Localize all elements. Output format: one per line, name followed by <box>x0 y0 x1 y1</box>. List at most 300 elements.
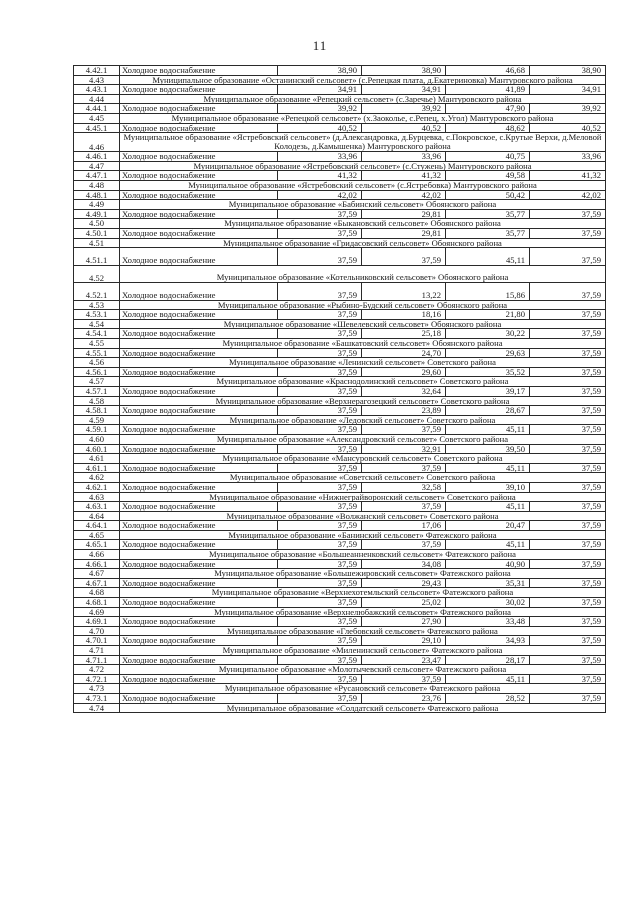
tariff-value: 37,59 <box>278 444 362 454</box>
municipality-row <box>74 133 606 152</box>
tariff-value: 39,92 <box>362 104 446 114</box>
tariff-value: 35,31 <box>446 578 530 588</box>
tariff-value: 35,77 <box>446 209 530 219</box>
municipality-row <box>74 511 606 521</box>
municipality-name: Муниципальное образование «Банинский сельсовет» Фатежского района <box>120 530 606 540</box>
tariff-value: 32,64 <box>362 386 446 396</box>
tariff-value: 37,59 <box>362 502 446 512</box>
tariff-value: 38,90 <box>530 66 606 76</box>
water-supply-row <box>74 310 606 320</box>
row-number: 4.51 <box>74 238 120 248</box>
water-supply-row <box>74 598 606 608</box>
municipality-row <box>74 180 606 190</box>
row-number: 4.57.1 <box>74 386 120 396</box>
water-supply-row <box>74 85 606 95</box>
row-number: 4.49 <box>74 200 120 210</box>
municipality-name: Муниципальное образование «Большежировский сельсовет» Фатежского района <box>120 569 606 579</box>
service-label: Холодное водоснабжение <box>120 578 278 588</box>
service-label: Холодное водоснабжение <box>120 209 278 219</box>
service-label: Холодное водоснабжение <box>120 540 278 550</box>
tariff-value: 28,17 <box>446 655 530 665</box>
municipality-row <box>74 665 606 675</box>
tariff-value: 37,59 <box>530 693 606 703</box>
row-number: 4.55 <box>74 339 120 349</box>
row-number: 4.46 <box>74 133 120 152</box>
row-number: 4.64 <box>74 511 120 521</box>
tariff-value: 37,59 <box>278 674 362 684</box>
tariff-value: 37,59 <box>278 367 362 377</box>
tariff-value: 40,90 <box>446 559 530 569</box>
municipality-name: Муниципальное образование «Шевелевский сельсовет» Обоянского района <box>120 319 606 329</box>
row-number: 4.62.1 <box>74 482 120 492</box>
row-number: 4.49.1 <box>74 209 120 219</box>
service-label: Холодное водоснабжение <box>120 521 278 531</box>
municipality-row <box>74 200 606 210</box>
row-number: 4.48.1 <box>74 190 120 200</box>
tariff-value: 37,59 <box>530 367 606 377</box>
municipality-row <box>74 161 606 171</box>
water-supply-row <box>74 674 606 684</box>
service-label: Холодное водоснабжение <box>120 655 278 665</box>
tariff-value: 37,59 <box>530 348 606 358</box>
tariff-value: 28,52 <box>446 693 530 703</box>
row-number: 4.55.1 <box>74 348 120 358</box>
tariff-value: 37,59 <box>278 540 362 550</box>
municipality-name: Муниципальное образование «Рыбино-Будский сельсовет» Обоянского района <box>120 300 606 310</box>
municipality-name: Муниципальное образование «Волжанский сельсовет» Советского района <box>120 511 606 521</box>
water-supply-row <box>74 248 606 266</box>
municipality-row <box>74 569 606 579</box>
tariff-value: 39,17 <box>446 386 530 396</box>
municipality-row <box>74 588 606 598</box>
row-number: 4.50 <box>74 219 120 229</box>
tariff-value: 37,59 <box>278 598 362 608</box>
tariff-value: 37,59 <box>278 310 362 320</box>
municipality-name: Муниципальное образование «Гридасовский сельсовет» Обоянского района <box>120 238 606 248</box>
tariff-value: 41,89 <box>446 85 530 95</box>
row-number: 4.43 <box>74 75 120 85</box>
tariff-value: 37,59 <box>362 540 446 550</box>
tariff-value: 37,59 <box>278 636 362 646</box>
tariff-value: 34,91 <box>530 85 606 95</box>
row-number: 4.72.1 <box>74 674 120 684</box>
tariff-value: 37,59 <box>530 209 606 219</box>
tariff-value: 23,89 <box>362 406 446 416</box>
row-number: 4.73 <box>74 684 120 694</box>
tariff-value: 25,18 <box>362 329 446 339</box>
water-supply-row <box>74 693 606 703</box>
tariff-value: 39,10 <box>446 482 530 492</box>
service-label: Холодное водоснабжение <box>120 123 278 133</box>
tariff-value: 37,59 <box>530 329 606 339</box>
municipality-row <box>74 607 606 617</box>
tariff-value: 37,59 <box>362 248 446 266</box>
tariff-value: 21,80 <box>446 310 530 320</box>
tariff-value: 37,59 <box>530 540 606 550</box>
municipality-row <box>74 265 606 283</box>
water-supply-row <box>74 463 606 473</box>
tariff-value: 37,59 <box>530 521 606 531</box>
tariff-table <box>73 65 606 713</box>
row-number: 4.58.1 <box>74 406 120 416</box>
row-number: 4.68 <box>74 588 120 598</box>
row-number: 4.66 <box>74 550 120 560</box>
row-number: 4.44.1 <box>74 104 120 114</box>
row-number: 4.70.1 <box>74 636 120 646</box>
tariff-value: 24,70 <box>362 348 446 358</box>
row-number: 4.56.1 <box>74 367 120 377</box>
row-number: 4.52 <box>74 265 120 283</box>
tariff-value: 37,59 <box>530 425 606 435</box>
row-number: 4.66.1 <box>74 559 120 569</box>
tariff-value: 37,59 <box>530 228 606 238</box>
tariff-value: 29,43 <box>362 578 446 588</box>
tariff-value: 17,06 <box>362 521 446 531</box>
municipality-name: Муниципальное образование «Верхнелюбажский сельсовет» Фатежского района <box>120 607 606 617</box>
municipality-name: Муниципальное образование «Миленинский сельсовет» Фатежского района <box>120 646 606 656</box>
service-label: Холодное водоснабжение <box>120 559 278 569</box>
tariff-value: 23,47 <box>362 655 446 665</box>
tariff-value: 28,67 <box>446 406 530 416</box>
municipality-row <box>74 703 606 713</box>
tariff-value: 35,52 <box>446 367 530 377</box>
tariff-value: 37,59 <box>530 598 606 608</box>
tariff-value: 34,91 <box>278 85 362 95</box>
service-label: Холодное водоснабжение <box>120 348 278 358</box>
water-supply-row <box>74 348 606 358</box>
water-supply-row <box>74 406 606 416</box>
municipality-row <box>74 219 606 229</box>
water-supply-row <box>74 578 606 588</box>
row-number: 4.59.1 <box>74 425 120 435</box>
tariff-value: 41,32 <box>278 171 362 181</box>
tariff-value: 20,47 <box>446 521 530 531</box>
row-number: 4.67.1 <box>74 578 120 588</box>
water-supply-row <box>74 104 606 114</box>
service-label: Холодное водоснабжение <box>120 693 278 703</box>
row-number: 4.52.1 <box>74 283 120 301</box>
tariff-value: 34,91 <box>362 85 446 95</box>
water-supply-row <box>74 367 606 377</box>
municipality-row <box>74 339 606 349</box>
municipality-name: Муниципальное образование «Ленинский сельсовет» Советского района <box>120 358 606 368</box>
tariff-value: 32,58 <box>362 482 446 492</box>
tariff-value: 38,90 <box>362 66 446 76</box>
service-label: Холодное водоснабжение <box>120 502 278 512</box>
tariff-value: 37,59 <box>530 674 606 684</box>
tariff-value: 45,11 <box>446 502 530 512</box>
water-supply-row <box>74 521 606 531</box>
tariff-value: 45,11 <box>446 425 530 435</box>
row-number: 4.74 <box>74 703 120 713</box>
water-supply-row <box>74 209 606 219</box>
tariff-value: 34,93 <box>446 636 530 646</box>
municipality-name: Муниципальное образование «Мансуровский сельсовет» Советского района <box>120 454 606 464</box>
tariff-value: 37,59 <box>278 386 362 396</box>
row-number: 4.57 <box>74 377 120 387</box>
service-label: Холодное водоснабжение <box>120 152 278 162</box>
service-label: Холодное водоснабжение <box>120 617 278 627</box>
tariff-value: 29,81 <box>362 228 446 238</box>
municipality-name: Муниципальное образование «Ледовский сельсовет» Советского района <box>120 415 606 425</box>
tariff-value: 45,11 <box>446 463 530 473</box>
service-label: Холодное водоснабжение <box>120 228 278 238</box>
tariff-value: 37,59 <box>278 655 362 665</box>
service-label: Холодное водоснабжение <box>120 190 278 200</box>
water-supply-row <box>74 228 606 238</box>
service-label: Холодное водоснабжение <box>120 636 278 646</box>
row-number: 4.63.1 <box>74 502 120 512</box>
tariff-value: 33,96 <box>278 152 362 162</box>
row-number: 4.72 <box>74 665 120 675</box>
water-supply-row <box>74 540 606 550</box>
service-label: Холодное водоснабжение <box>120 66 278 76</box>
tariff-table-body <box>74 66 606 713</box>
municipality-name: Муниципальное образование «Нижнеграйворонский сельсовет» Советского района <box>120 492 606 502</box>
service-label: Холодное водоснабжение <box>120 425 278 435</box>
tariff-value: 37,59 <box>278 329 362 339</box>
tariff-value: 37,59 <box>530 248 606 266</box>
water-supply-row <box>74 190 606 200</box>
row-number: 4.53 <box>74 300 120 310</box>
row-number: 4.65.1 <box>74 540 120 550</box>
tariff-value: 37,59 <box>278 209 362 219</box>
tariff-value: 37,59 <box>278 406 362 416</box>
tariff-value: 40,52 <box>278 123 362 133</box>
municipality-row <box>74 684 606 694</box>
municipality-row <box>74 646 606 656</box>
tariff-value: 39,92 <box>278 104 362 114</box>
municipality-name: Муниципальное образование «Большеанненковский сельсовет» Фатежского района <box>120 550 606 560</box>
tariff-value: 25,02 <box>362 598 446 608</box>
tariff-value: 37,59 <box>278 693 362 703</box>
row-number: 4.58 <box>74 396 120 406</box>
municipality-name: Муниципальное образование «Ястребовский сельсовет» (д.Александровка, д.Бурцевка, с.Покровское, с.Крутые Верхи, д.Меловой Колодезь, д.Камышенка) Мантуровского района <box>120 133 606 152</box>
tariff-value: 37,59 <box>278 617 362 627</box>
service-label: Холодное водоснабжение <box>120 329 278 339</box>
water-supply-row <box>74 386 606 396</box>
water-supply-row <box>74 617 606 627</box>
row-number: 4.61 <box>74 454 120 464</box>
tariff-value: 33,96 <box>530 152 606 162</box>
municipality-name: Муниципальное образование «Краснодолинский сельсовет» Советского района <box>120 377 606 387</box>
tariff-value: 37,59 <box>530 482 606 492</box>
tariff-value: 37,59 <box>278 578 362 588</box>
municipality-row <box>74 319 606 329</box>
tariff-value: 47,90 <box>446 104 530 114</box>
tariff-value: 34,08 <box>362 559 446 569</box>
tariff-value: 37,59 <box>530 406 606 416</box>
water-supply-row <box>74 152 606 162</box>
row-number: 4.45.1 <box>74 123 120 133</box>
tariff-value: 37,59 <box>362 463 446 473</box>
tariff-value: 30,02 <box>446 598 530 608</box>
municipality-row <box>74 396 606 406</box>
tariff-value: 29,60 <box>362 367 446 377</box>
municipality-row <box>74 473 606 483</box>
tariff-value: 35,77 <box>446 228 530 238</box>
tariff-value: 37,59 <box>362 425 446 435</box>
municipality-name: Муниципальное образование «Ястребовский сельсовет» (с.Ястребовка) Мантуровского района <box>120 180 606 190</box>
municipality-name: Муниципальное образование «Ястребовский сельсовет» (с.Стужень) Мантуровского района <box>120 161 606 171</box>
row-number: 4.69.1 <box>74 617 120 627</box>
municipality-row <box>74 454 606 464</box>
tariff-value: 48,62 <box>446 123 530 133</box>
municipality-name: Муниципальное образование «Останинский сельсовет» (с.Репецкая плата, д.Екатериновка) Мантуровского района <box>120 75 606 85</box>
water-supply-row <box>74 425 606 435</box>
tariff-value: 18,16 <box>362 310 446 320</box>
service-label: Холодное водоснабжение <box>120 248 278 266</box>
water-supply-row <box>74 123 606 133</box>
municipality-name: Муниципальное образование «Глебовский сельсовет» Фатежского района <box>120 626 606 636</box>
tariff-value: 37,59 <box>530 283 606 301</box>
tariff-value: 29,81 <box>362 209 446 219</box>
tariff-value: 49,58 <box>446 171 530 181</box>
service-label: Холодное водоснабжение <box>120 283 278 301</box>
page-number: 11 <box>312 38 328 53</box>
row-number: 4.42.1 <box>74 66 120 76</box>
water-supply-row <box>74 329 606 339</box>
tariff-value: 37,59 <box>278 283 362 301</box>
tariff-value: 37,59 <box>278 248 362 266</box>
row-number: 4.65 <box>74 530 120 540</box>
municipality-name: Муниципальное образование «Русановский сельсовет» Фатежского района <box>120 684 606 694</box>
tariff-value: 37,59 <box>530 310 606 320</box>
tariff-value: 37,59 <box>278 559 362 569</box>
tariff-value: 37,59 <box>530 444 606 454</box>
municipality-row <box>74 550 606 560</box>
row-number: 4.56 <box>74 358 120 368</box>
tariff-value: 37,59 <box>530 578 606 588</box>
row-number: 4.53.1 <box>74 310 120 320</box>
tariff-value: 29,63 <box>446 348 530 358</box>
row-number: 4.48 <box>74 180 120 190</box>
municipality-row <box>74 238 606 248</box>
tariff-value: 13,22 <box>362 283 446 301</box>
row-number: 4.47 <box>74 161 120 171</box>
tariff-value: 30,22 <box>446 329 530 339</box>
row-number: 4.70 <box>74 626 120 636</box>
municipality-name: Муниципальное образование «Котельниковский сельсовет» Обоянского района <box>120 265 606 283</box>
municipality-row <box>74 415 606 425</box>
service-label: Холодное водоснабжение <box>120 171 278 181</box>
water-supply-row <box>74 444 606 454</box>
tariff-value: 29,10 <box>362 636 446 646</box>
tariff-value: 40,52 <box>362 123 446 133</box>
water-supply-row <box>74 559 606 569</box>
tariff-value: 33,96 <box>362 152 446 162</box>
municipality-row <box>74 434 606 444</box>
tariff-value: 23,76 <box>362 693 446 703</box>
row-number: 4.50.1 <box>74 228 120 238</box>
row-number: 4.67 <box>74 569 120 579</box>
row-number: 4.71.1 <box>74 655 120 665</box>
tariff-value: 45,11 <box>446 248 530 266</box>
water-supply-row <box>74 636 606 646</box>
tariff-value: 37,59 <box>278 228 362 238</box>
municipality-row <box>74 358 606 368</box>
tariff-value: 37,59 <box>530 559 606 569</box>
municipality-row <box>74 492 606 502</box>
municipality-name: Муниципальное образование «Советский сельсовет» Советского района <box>120 473 606 483</box>
water-supply-row <box>74 655 606 665</box>
service-label: Холодное водоснабжение <box>120 85 278 95</box>
service-label: Холодное водоснабжение <box>120 463 278 473</box>
water-supply-row <box>74 283 606 301</box>
service-label: Холодное водоснабжение <box>120 482 278 492</box>
row-number: 4.62 <box>74 473 120 483</box>
tariff-value: 45,11 <box>446 540 530 550</box>
water-supply-row <box>74 66 606 76</box>
tariff-value: 38,90 <box>278 66 362 76</box>
municipality-name: Муниципальное образование «Бабинский сельсовет» Обоянского района <box>120 200 606 210</box>
tariff-value: 39,92 <box>530 104 606 114</box>
row-number: 4.59 <box>74 415 120 425</box>
tariff-value: 33,48 <box>446 617 530 627</box>
tariff-value: 45,11 <box>446 674 530 684</box>
tariff-value: 37,59 <box>278 502 362 512</box>
tariff-value: 37,59 <box>530 655 606 665</box>
row-number: 4.51.1 <box>74 248 120 266</box>
row-number: 4.60.1 <box>74 444 120 454</box>
service-label: Холодное водоснабжение <box>120 598 278 608</box>
service-label: Холодное водоснабжение <box>120 386 278 396</box>
water-supply-row <box>74 482 606 492</box>
tariff-value: 37,59 <box>362 674 446 684</box>
row-number: 4.63 <box>74 492 120 502</box>
row-number: 4.73.1 <box>74 693 120 703</box>
tariff-value: 41,32 <box>530 171 606 181</box>
tariff-value: 27,90 <box>362 617 446 627</box>
tariff-value: 37,59 <box>530 617 606 627</box>
service-label: Холодное водоснабжение <box>120 406 278 416</box>
row-number: 4.71 <box>74 646 120 656</box>
tariff-value: 32,91 <box>362 444 446 454</box>
tariff-value: 37,59 <box>278 521 362 531</box>
service-label: Холодное водоснабжение <box>120 104 278 114</box>
service-label: Холодное водоснабжение <box>120 444 278 454</box>
tariff-value: 37,59 <box>278 425 362 435</box>
row-number: 4.68.1 <box>74 598 120 608</box>
row-number: 4.45 <box>74 113 120 123</box>
municipality-row <box>74 75 606 85</box>
municipality-row <box>74 300 606 310</box>
tariff-value: 42,02 <box>362 190 446 200</box>
tariff-value: 42,02 <box>530 190 606 200</box>
row-number: 4.44 <box>74 94 120 104</box>
tariff-value: 50,42 <box>446 190 530 200</box>
tariff-value: 40,75 <box>446 152 530 162</box>
municipality-name: Муниципальное образование «Солдатский сельсовет» Фатежского района <box>120 703 606 713</box>
municipality-name: Муниципальное образование «Александровский сельсовет» Советского района <box>120 434 606 444</box>
tariff-value: 15,86 <box>446 283 530 301</box>
municipality-name: Муниципальное образование «Молотычевский сельсовет» Фатежского района <box>120 665 606 675</box>
municipality-name: Муниципальное образование «Репецкий сельсовет» (с.Заречье) Мантуровского района <box>120 94 606 104</box>
row-number: 4.69 <box>74 607 120 617</box>
municipality-row <box>74 377 606 387</box>
service-label: Холодное водоснабжение <box>120 674 278 684</box>
municipality-name: Муниципальное образование «Репецкой сельсовет» (х.Заоколье, с.Репец, х.Угол) Мантуровского района <box>120 113 606 123</box>
municipality-name: Муниципальное образование «Верхнерагозецкий сельсовет» Советского района <box>120 396 606 406</box>
service-label: Холодное водоснабжение <box>120 310 278 320</box>
tariff-value: 40,52 <box>530 123 606 133</box>
row-number: 4.46.1 <box>74 152 120 162</box>
row-number: 4.61.1 <box>74 463 120 473</box>
row-number: 4.47.1 <box>74 171 120 181</box>
municipality-row <box>74 530 606 540</box>
tariff-value: 37,59 <box>278 348 362 358</box>
municipality-row <box>74 94 606 104</box>
